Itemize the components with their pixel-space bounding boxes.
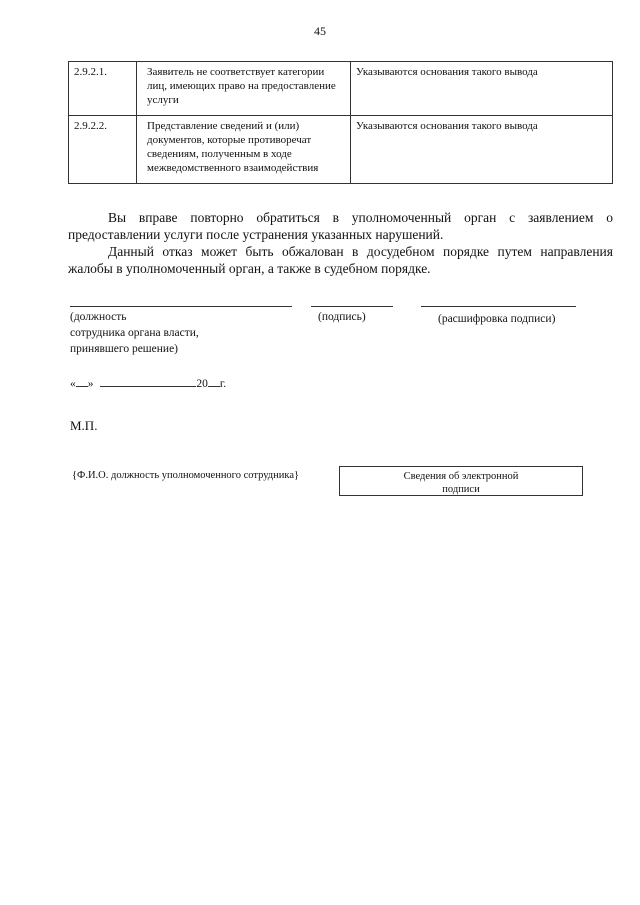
esign-info-box (339, 466, 583, 496)
stamp-place: М.П. (70, 418, 98, 433)
table-cell-explanation: Указываются основания такого вывода (351, 116, 613, 184)
esign-info-text: Сведения об электронной подписи (403, 471, 519, 495)
month-blank (100, 386, 196, 387)
signature-line (311, 306, 393, 307)
table-row (69, 62, 613, 116)
date-line: « » 20 г. (70, 378, 227, 390)
page-number: 45 (314, 24, 326, 38)
refusal-grounds-table (68, 61, 613, 184)
table-cell-reason: Представление сведений и (или) документов, которые противоречат сведениям, полученным в ходе межведомственного взаимодействия (137, 116, 351, 184)
position-label: (должность сотрудника органа власти, принявшего решение) (70, 311, 199, 355)
table-cell-reason: Заявитель не соответствует категории лиц, имеющих право на предоставление услуги (137, 62, 351, 116)
table-row (69, 116, 613, 184)
appeal-paragraph: Данный отказ может быть обжалован в досудебном порядке путем направления жалобы в уполномоченный орган, а также в судебном порядке. (68, 244, 613, 276)
table-cell-number: 2.9.2.1. (69, 62, 137, 116)
table-cell-explanation: Указываются основания такого вывода (351, 62, 613, 116)
table-cell-number: 2.9.2.2. (69, 116, 137, 184)
year-blank (208, 386, 220, 387)
esign-officer-label: {Ф.И.О. должность уполномоченного сотрудника} (72, 470, 300, 481)
signature-decode-label: (расшифровка подписи) (438, 313, 556, 325)
reapply-paragraph: Вы вправе повторно обратиться в уполномоченный орган с заявлением о предоставлении услуги после устранения указанных нарушений. (68, 210, 613, 242)
day-blank (76, 386, 88, 387)
signature-decode-line (421, 306, 576, 307)
position-signature-line (70, 306, 292, 307)
signature-label: (подпись) (318, 311, 366, 323)
